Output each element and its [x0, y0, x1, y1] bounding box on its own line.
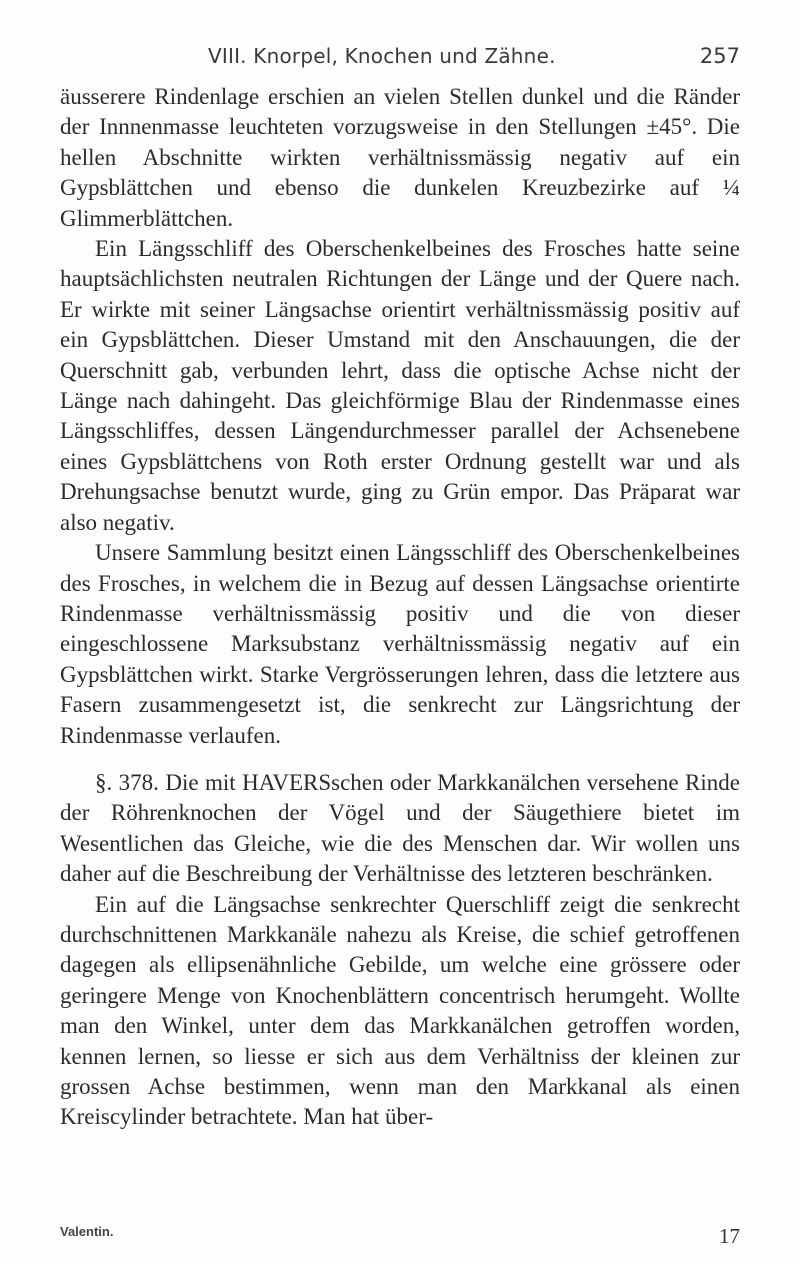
sheet-number: 17 [719, 1224, 740, 1248]
paragraph-5: Ein auf die Längsachse senkrechter Querschliff zeigt die senkrecht durchschnittenen Markkanäle nahezu als Kreise, die schief getroffenen dagegen als ellipsenähnliche Gebilde, um welche eine grössere oder geringere Menge von Knochenblättern concentrisch herumgeht. Wollte man den Winkel, unter dem das Markkanälchen getroffen worden, kennen lernen, so liesse er sich aus dem Verhältniss der kleinen zur grossen Achse bestimmen, wenn man den Markkanal als einen Kreiscylinder betrachtete. Man hat über- [60, 891, 740, 1130]
page-footer [60, 1224, 740, 1254]
printer-signature: Valentin. [60, 1224, 114, 1239]
running-head: VIII. Knorpel, Knochen und Zähne. [208, 44, 556, 68]
page-header [60, 30, 740, 68]
section-spacer [60, 751, 740, 768]
page-number: 257 [699, 44, 740, 68]
body-text [60, 82, 740, 1133]
paragraph-1: äusserere Rindenlage erschien an vielen Stellen dunkel und die Ränder der Innnenmasse leuchteten vorzugsweise in den Stellungen ±45°. Die hellen Abschnitte wirkten verhältnissmässig negativ auf ein Gypsblättchen und ebenso die dunkelen Kreuzbezirke auf ¼ Glimmerblättchen. [60, 84, 740, 231]
paragraph-3: Unsere Sammlung besitzt einen Längsschliff des Oberschenkelbeines des Frosches, in welchem die in Bezug auf dessen Längsachse orientirte Rindenmasse verhältnissmässig positiv und die von dieser eingeschlossene Marksubstanz verhältnissmässig negativ auf ein Gypsblättchen wirkt. Starke Vergrösserungen lehren, dass die letztere aus Fasern zusammengesetzt ist, die senkrecht zur Längsrichtung der Rindenmasse verlaufen. [60, 540, 740, 748]
paragraph-section-378: §. 378. Die mit HAVERSschen oder Markkanälchen versehene Rinde der Röhrenknochen der Vögel und der Säugethiere bietet im Wesentlichen das Gleiche, wie die des Menschen dar. Wir wollen uns daher auf die Beschreibung der Verhältnisse des letzteren beschränken. [60, 769, 740, 887]
paragraph-2: Ein Längsschliff des Oberschenkelbeines des Frosches hatte seine hauptsächlichsten neutralen Richtungen der Länge und der Quere nach. Er wirkte mit seiner Längsachse orientirt verhältnissmässig positiv auf ein Gypsblättchen. Dieser Umstand mit den Anschauungen, die der Querschnitt gab, verbunden lehrt, dass die optische Achse nicht der Länge nach dahingeht. Das gleichförmige Blau der Rindenmasse eines Längsschliffes, dessen Längendurchmesser parallel der Achsenebene eines Gypsblättchens von Roth erster Ordnung gestellt war und als Drehungsachse benutzt wurde, ging zu Grün empor. Das Präparat war also negativ. [60, 236, 740, 535]
